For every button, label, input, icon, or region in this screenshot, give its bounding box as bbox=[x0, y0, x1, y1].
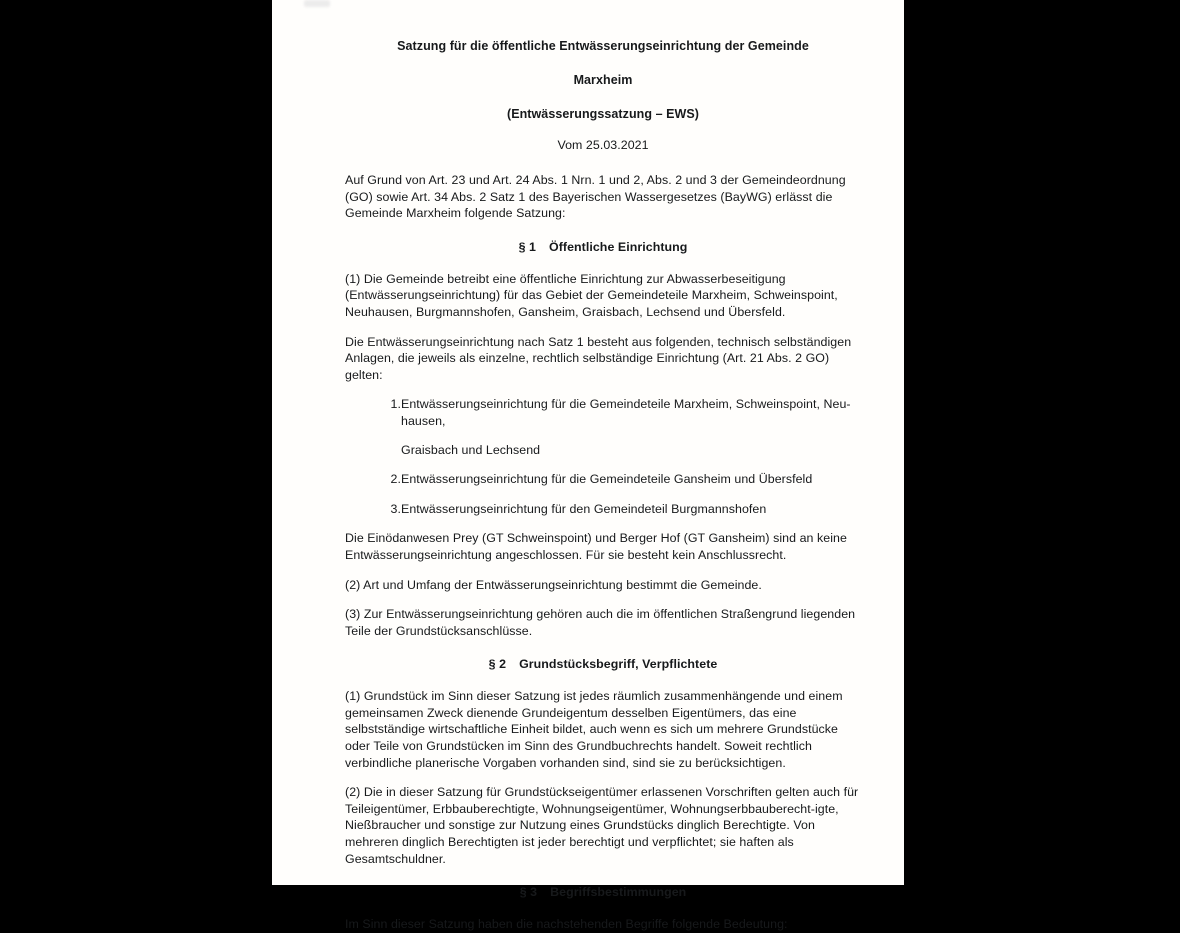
list-item-marker: 3. bbox=[390, 501, 401, 516]
document-date: Vom 25.03.2021 bbox=[557, 138, 649, 152]
section-1-paragraph-3: Die Einödanwesen Prey (GT Schweinspoint) und Berger Hof (GT Gansheim) sind an keine Entwässerungseinrichtung angeschlossen. Für sie besteht kein Anschlussrecht. bbox=[345, 531, 847, 562]
document-text-column bbox=[345, 38, 861, 933]
section-1-paragraph-2: Die Entwässerungseinrichtung nach Satz 1 besteht aus folgenden, technisch selbständigen Anlagen, die jeweils als einzelne, rechtlich selbständige Einrichtung (Art. 21 Abs. 2 GO) gelten: bbox=[345, 334, 852, 382]
section-1-paragraph-4: (2) Art und Umfang der Entwässerungseinrichtung bestimmt die Gemeinde. bbox=[345, 577, 762, 592]
document-preamble: Auf Grund von Art. 23 und Art. 24 Abs. 1 Nrn. 1 und 2, Abs. 2 und 3 der Gemeindeordnung (GO) sowie Art. 34 Abs. 2 Satz 1 des Bayerischen Wassergesetzes (BayWG) erlässt die Gemeinde Marxheim folgende Satzung: bbox=[345, 173, 846, 221]
section-heading-3 bbox=[345, 884, 861, 900]
list-item-text: Entwässerungseinrichtung für die Gemeindeteile Marxheim, Schweinspoint, Neu-hausen, bbox=[401, 397, 851, 428]
list-item-marker: 2. bbox=[390, 472, 401, 487]
section-1-paragraph-1: (1) Die Gemeinde betreibt eine öffentliche Einrichtung zur Abwasserbeseitigung (Entwässerungseinrichtung) für das Gebiet der Gemeindeteile Marxheim, Schweinspoint, Neuhausen, Burgmannshofen, Gansheim, Graisbach, Lechsend und Übersfeld. bbox=[345, 271, 838, 319]
section-title-1: Öffentliche Einrichtung bbox=[549, 239, 688, 254]
section-title-2: Grundstücksbegriff, Verpflichtete bbox=[519, 657, 718, 672]
document-title-line-1: Satzung für die öffentliche Entwässerungseinrichtung der Gemeinde bbox=[397, 39, 809, 53]
list-item-marker: 1. bbox=[390, 397, 401, 412]
document-title-block bbox=[345, 38, 861, 153]
section-number-1: § 1 bbox=[518, 239, 536, 254]
list-item-text: Entwässerungseinrichtung für die Gemeindeteile Gansheim und Übersfeld bbox=[401, 472, 813, 487]
list-item-text: Entwässerungseinrichtung für den Gemeindeteil Burgmannshofen bbox=[401, 501, 767, 516]
section-number-3: § 3 bbox=[519, 885, 538, 900]
section-1-paragraph-5: (3) Zur Entwässerungseinrichtung gehören auch die im öffentlichen Straßengrund liegenden Teile der Grundstücksanschlüsse. bbox=[345, 607, 856, 638]
section-3-paragraph-1: Im Sinn dieser Satzung haben die nachstehenden Begriffe folgende Bedeutung: bbox=[345, 917, 788, 932]
section-2-paragraph-2: (2) Die in dieser Satzung für Grundstückseigentümer erlassenen Vorschriften gelten auch für Teileigentümer, Erbbauberechtigte, Wohnungseigentümer, Wohnungserbbauberecht-igte, Nießbraucher und sonstige zur Nutzung eines Grundstücks dinglich Berechtigte. Von mehreren dinglich Berechtigten ist jeder berechtigt und verpflichtet; sie haften als Gesamtschuldner. bbox=[345, 785, 859, 866]
document-title-line-2: Marxheim bbox=[573, 73, 633, 87]
scan-artifact bbox=[304, 0, 330, 7]
section-heading-1 bbox=[345, 239, 861, 255]
section-1-list bbox=[345, 396, 861, 517]
document-title-line-3: (Entwässerungssatzung – EWS) bbox=[506, 107, 700, 121]
section-title-3: Begriffsbestimmungen bbox=[550, 885, 687, 900]
section-2-paragraph-1: (1) Grundstück im Sinn dieser Satzung ist jedes räumlich zusammenhängende und einem gemeinsamen Zweck dienende Grundeigentum desselben Eigentümers, das eine selbstständige wirtschaftliche Einheit bildet, auch wenn es sich um mehrere Grundstücke oder Teile von Grundstücken im Sinn des Grundbuchrechts handelt. Soweit rechtlich verbindliche planerische Vorgaben vorhanden sind, sind sie zu berücksichtigen. bbox=[345, 689, 843, 770]
list-item bbox=[345, 471, 861, 488]
list-item bbox=[345, 396, 861, 458]
document-page bbox=[272, 0, 904, 932]
section-heading-2 bbox=[345, 656, 861, 672]
list-item bbox=[345, 501, 861, 518]
list-item-continuation: Graisbach und Lechsend bbox=[401, 442, 541, 457]
section-number-2: § 2 bbox=[488, 657, 507, 672]
